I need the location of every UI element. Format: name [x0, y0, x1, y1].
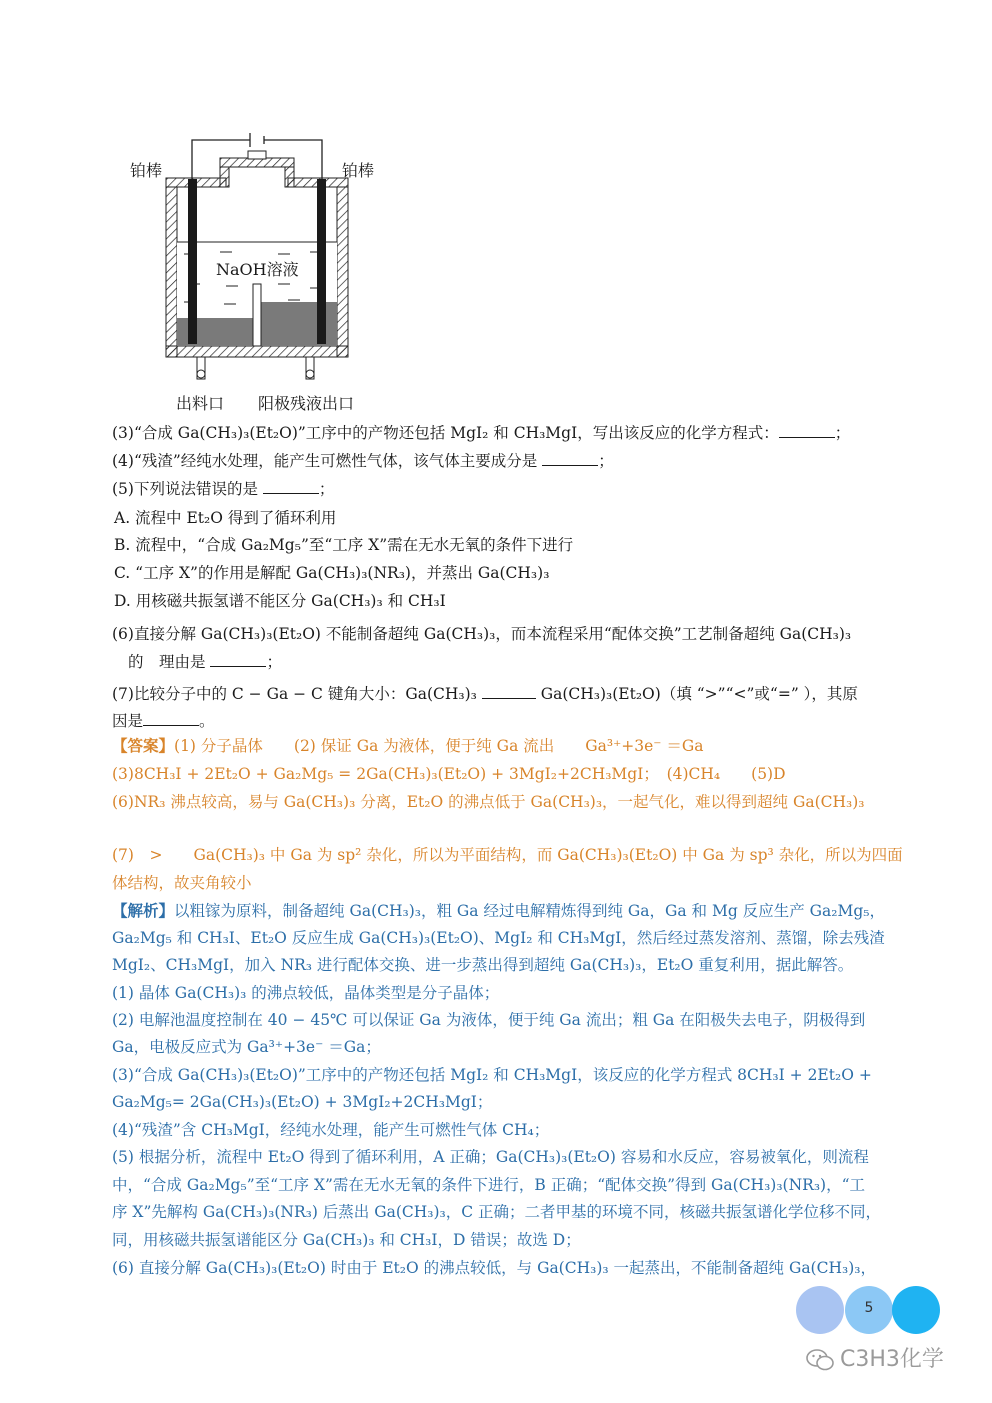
analysis-line-10: (5) 根据分析，流程中 Et₂O 得到了循环利用，A 正确；Ga(CH₃)₃(Et₂O) 容易和水反应，容易被氧化，则流程: [112, 1148, 869, 1166]
left-platinum-rod: [188, 179, 197, 344]
analysis-line-5: (2) 电解池温度控制在 40 − 45℃ 可以保证 Ga 为液体，便于纯 Ga 流出；粗 Ga 在阳极失去电子，阴极得到: [112, 1011, 866, 1029]
answer-line-1: 【答案】(1) 分子晶体 (2) 保证 Ga 为液体，便于纯 Ga 流出 Ga³⁺+3e⁻ ＝Ga: [112, 736, 704, 755]
question-6-line1: (6)直接分解 Ga(CH₃)₃(Et₂O) 不能制备超纯 Ga(CH₃)₃，而本流程采用“配体交换”工艺制备超纯 Ga(CH₃)₃: [112, 625, 852, 643]
wechat-icon: [806, 1348, 834, 1372]
question-5: (5)下列说法错误的是 ；: [112, 480, 335, 498]
outlet-left-label: 出料口: [176, 394, 225, 413]
answer-line-4: (7) > Ga(CH₃)₃ 中 Ga 为 sp² 杂化，所以为平面结构，而 Ga(CH₃)₃(Et₂O) 中 Ga 为 sp³ 杂化，所以为四面: [112, 846, 903, 864]
analysis-line-4: (1) 晶体 Ga(CH₃)₃ 的沸点较低，晶体类型是分子晶体；: [112, 984, 500, 1002]
question-7-line1: (7)比较分子中的 C − Ga − C 键角大小：Ga(CH₃)₃ Ga(CH₃)₃(Et₂O)（填 “>”“<”或“=” ），其原: [112, 685, 858, 703]
solution-label: NaOH溶液: [214, 257, 301, 280]
analysis-line-9: (4)“残渣”含 CH₃MgI，经纯水处理，能产生可燃性气体 CH₄；: [112, 1121, 550, 1139]
question-6-line2: 的 理由是 ；: [128, 653, 282, 671]
decor-circle-3: [892, 1286, 940, 1334]
answer-line-2: (3)8CH₃I + 2Et₂O + Ga₂Mg₅ = 2Ga(CH₃)₃(Et₂O) + 3MgI₂+2CH₃MgI； (4)CH₄ (5)D: [112, 765, 786, 783]
analysis-line-12: 序 X”先解构 Ga(CH₃)₃(NR₃) 后蒸出 Ga(CH₃)₃，C 正确；二者甲基的环境不同，核磁共振氢谱化学位移不同，: [112, 1203, 882, 1221]
partition: [253, 284, 261, 346]
answer-blank[interactable]: [263, 480, 319, 494]
page-number: 5: [864, 1300, 874, 1316]
question-4: (4)“残渣”经纯水处理，能产生可燃性气体，该气体主要成分是 ；: [112, 452, 614, 470]
answer-blank[interactable]: [779, 424, 835, 438]
option-d: D. 用核磁共振氢谱不能区分 Ga(CH₃)₃ 和 CH₃I: [114, 592, 446, 610]
option-c: C. “工序 X”的作用是解配 Ga(CH₃)₃(NR₃)，并蒸出 Ga(CH₃)₃: [114, 564, 550, 582]
outlets: [197, 357, 314, 379]
question-7-line2: 因是 。: [112, 712, 215, 730]
right-platinum-rod: [317, 179, 326, 344]
option-a: A. 流程中 Et₂O 得到了循环利用: [114, 509, 337, 527]
analysis-line-14: (6) 直接分解 Ga(CH₃)₃(Et₂O) 时由于 Et₂O 的沸点较低，与 Ga(CH₃)₃ 一起蒸出，不能制备超纯 Ga(CH₃)₃，: [112, 1259, 876, 1277]
analysis-line-1: 【解析】以粗镓为原料，制备超纯 Ga(CH₃)₃，粗 Ga 经过电解精炼得到纯 Ga，Ga 和 Mg 反应生产 Ga₂Mg₅，: [112, 901, 885, 920]
outlet-right-label: 阳极残液出口: [258, 394, 355, 413]
answer-blank[interactable]: [542, 452, 598, 466]
analysis-line-13: 同，用核磁共振氢谱能区分 Ga(CH₃)₃ 和 CH₃I，D 错误；故选 D；: [112, 1231, 581, 1249]
analysis-line-8: Ga₂Mg₅= 2Ga(CH₃)₃(Et₂O) + 3MgI₂+2CH₃MgI；: [112, 1093, 493, 1111]
answer-line-3: (6)NR₃ 沸点较高，易与 Ga(CH₃)₃ 分离，Et₂O 的沸点低于 Ga(CH₃)₃，一起气化，难以得到超纯 Ga(CH₃)₃: [112, 793, 865, 811]
answer-line-5: 体结构，故夹角较小: [112, 874, 252, 892]
watermark: C3H3化学: [806, 1342, 944, 1373]
option-b: B. 流程中，“合成 Ga₂Mg₅”至“工序 X”需在无水无氧的条件下进行: [114, 536, 574, 554]
answer-blank[interactable]: [482, 685, 536, 699]
analysis-line-2: Ga₂Mg₅ 和 CH₃I、Et₂O 反应生成 Ga(CH₃)₃(Et₂O)、MgI₂ 和 CH₃MgI，然后经过蒸发溶剂、蒸馏，除去残渣: [112, 929, 885, 947]
analysis-line-6: Ga，电极反应式为 Ga³⁺+3e⁻ ＝Ga；: [112, 1038, 381, 1056]
analysis-line-3: MgI₂、CH₃MgI，加入 NR₃ 进行配体交换、进一步蒸出得到超纯 Ga(CH₃)₃，Et₂O 重复利用，据此解答。: [112, 956, 854, 974]
right-rod-label: 铂棒: [342, 161, 375, 180]
decor-circle-1: [796, 1286, 844, 1334]
analysis-line-7: (3)“合成 Ga(CH₃)₃(Et₂O)”工序中的产物还包括 MgI₂ 和 CH₃MgI，该反应的化学方程式 8CH₃I + 2Et₂O +: [112, 1066, 872, 1084]
left-rod-label: 铂棒: [130, 161, 163, 180]
question-3: (3)“合成 Ga(CH₃)₃(Et₂O)”工序中的产物还包括 MgI₂ 和 CH₃MgI，写出该反应的化学方程式： ；: [112, 424, 851, 442]
answer-blank[interactable]: [210, 653, 266, 667]
analysis-line-11: 中，“合成 Ga₂Mg₅”至“工序 X”需在无水无氧的条件下进行，B 正确；“配体交换”得到 Ga(CH₃)₃(NR₃)，“工: [112, 1176, 866, 1194]
answer-blank[interactable]: [143, 712, 199, 726]
